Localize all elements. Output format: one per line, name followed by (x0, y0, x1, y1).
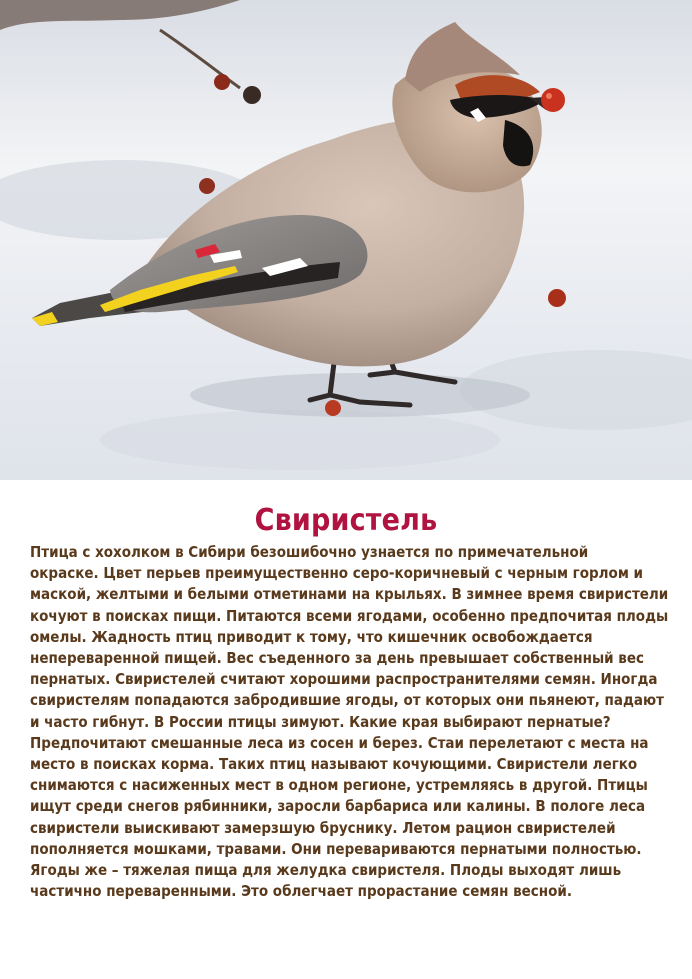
snow-shadow (100, 410, 500, 470)
berry (548, 289, 566, 307)
berry (243, 86, 261, 104)
text-line: омелы. Жадность птиц приводит к тому, что кишечник освобождается (30, 627, 593, 646)
text-line: Предпочитают смешанные леса из сосен и берез. Стаи перелетают с места на (30, 733, 649, 752)
berry (214, 74, 230, 90)
text-line: снимаются с насиженных мест в одном регионе, устремляясь в другой. Птицы (30, 776, 648, 795)
text-line: Ягоды же – тяжелая пища для желудка свиристеля. Плоды выходят лишь (30, 861, 622, 880)
text-line: пополняется мошками, травами. Они перевариваются пернатыми полностью. (30, 839, 642, 858)
text-line: и часто гибнут. В России птицы зимуют. Какие края выбирают пернатые? (30, 712, 611, 731)
berry (199, 178, 215, 194)
text-line: Птица с хохолком в Сибири безошибочно узнается по примечательной (30, 543, 589, 561)
waxwing-photo (0, 0, 692, 480)
berry-highlight (546, 93, 552, 99)
bird-shadow (190, 373, 530, 417)
text-line: ищут среди снегов рябинники, заросли барбариса или калины. В пологе леса (30, 797, 646, 816)
text-line: место в поисках корма. Таких птиц называют кочующими. Свиристели легко (30, 755, 638, 774)
article-body (30, 542, 678, 902)
text-line: пернатых. Свиристелей считают хорошими распространителями семян. Иногда (30, 670, 658, 689)
text-line: свиристели выискивают замерзшую бруснику. Летом рацион свиристелей (30, 818, 616, 837)
page-title: Свиристель (254, 503, 438, 538)
text-line: свиристелям попадаются забродившие ягоды, от которых они пьянеют, падают (30, 691, 664, 710)
text-line: окраске. Цвет перьев преимущественно серо-коричневый с черным горлом и (30, 564, 643, 583)
berry (325, 400, 341, 416)
berry-in-beak (541, 88, 565, 112)
text-line: частично переваренными. Это облегчает прорастание семян весной. (30, 882, 572, 901)
text-line: маской, желтыми и белыми отметинами на крыльях. В зимнее время свиристели (30, 585, 669, 604)
text-line: непереваренной пищей. Вес съеденного за день превышает собственный вес (30, 649, 645, 668)
text-line: кочуют в поисках пищи. Питаются всеми ягодами, особенно предпочитая плоды (30, 606, 669, 625)
